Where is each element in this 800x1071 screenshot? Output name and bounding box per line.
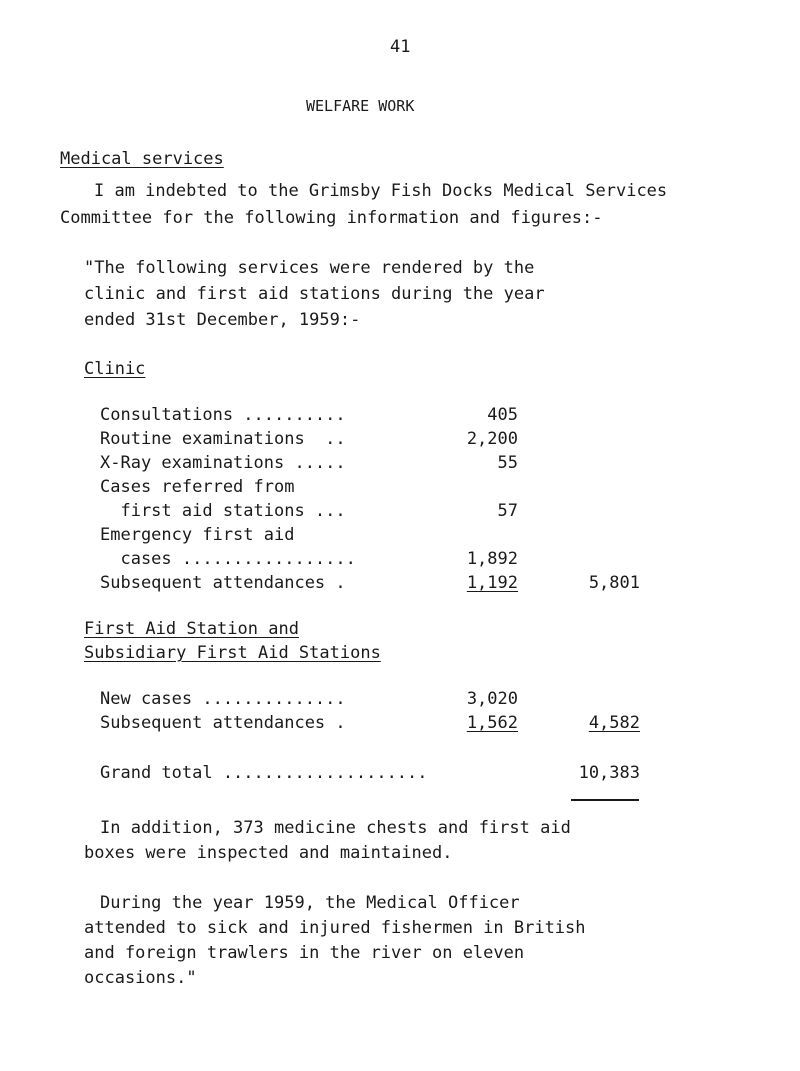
page-title: WELFARE WORK bbox=[306, 97, 415, 115]
clinic-row-label: Emergency first aid bbox=[100, 525, 295, 545]
clinic-row-label: Subsequent attendances . bbox=[100, 573, 346, 593]
intro-line: Committee for the following information and figures:- bbox=[60, 208, 603, 228]
clinic-row-value: 55 bbox=[497, 453, 518, 473]
first-aid-row-value: 3,020 bbox=[466, 689, 518, 709]
during-line: During the year 1959, the Medical Officer bbox=[100, 893, 520, 913]
first-aid-subtotal: 4,582 bbox=[588, 713, 640, 733]
clinic-row-value: 57 bbox=[497, 501, 518, 521]
clinic-row-value: 2,200 bbox=[466, 429, 518, 449]
page-number: 41 bbox=[390, 37, 411, 57]
clinic-heading: Clinic bbox=[84, 359, 146, 379]
grand-total-rule bbox=[571, 799, 639, 801]
first-aid-row-label: New cases .............. bbox=[100, 689, 346, 709]
clinic-subtotal: 5,801 bbox=[588, 573, 640, 593]
first-aid-heading: First Aid Station and bbox=[84, 619, 299, 639]
clinic-row-label: Cases referred from bbox=[100, 477, 295, 497]
clinic-row-label: cases ................. bbox=[100, 549, 356, 569]
addition-line: In addition, 373 medicine chests and first aid bbox=[100, 818, 571, 838]
clinic-row-label: X-Ray examinations ..... bbox=[100, 453, 346, 473]
intro-line: I am indebted to the Grimsby Fish Docks Medical Services bbox=[94, 181, 668, 201]
clinic-row-value: 1,892 bbox=[466, 549, 518, 569]
first-aid-row-value: 1,562 bbox=[466, 713, 518, 733]
during-line: attended to sick and injured fishermen in British bbox=[84, 918, 586, 938]
clinic-row-value: 1,192 bbox=[466, 573, 518, 593]
clinic-row-label: Consultations .......... bbox=[100, 405, 346, 425]
grand-total-value: 10,383 bbox=[578, 763, 640, 783]
first-aid-row-label: Subsequent attendances . bbox=[100, 713, 346, 733]
during-line: and foreign trawlers in the river on eleven bbox=[84, 943, 525, 963]
quote-intro-line: clinic and first aid stations during the year bbox=[84, 284, 545, 304]
grand-total-label: Grand total .................... bbox=[100, 763, 428, 783]
clinic-row-label: Routine examinations .. bbox=[100, 429, 346, 449]
clinic-row-value: 405 bbox=[487, 405, 518, 425]
clinic-row-label: first aid stations ... bbox=[100, 501, 346, 521]
section-heading: Medical services bbox=[60, 149, 224, 169]
quote-intro-line: "The following services were rendered by the bbox=[84, 258, 535, 278]
during-line: occasions." bbox=[84, 968, 197, 988]
first-aid-heading: Subsidiary First Aid Stations bbox=[84, 643, 381, 663]
addition-line: boxes were inspected and maintained. bbox=[84, 843, 453, 863]
quote-intro-line: ended 31st December, 1959:- bbox=[84, 310, 361, 330]
